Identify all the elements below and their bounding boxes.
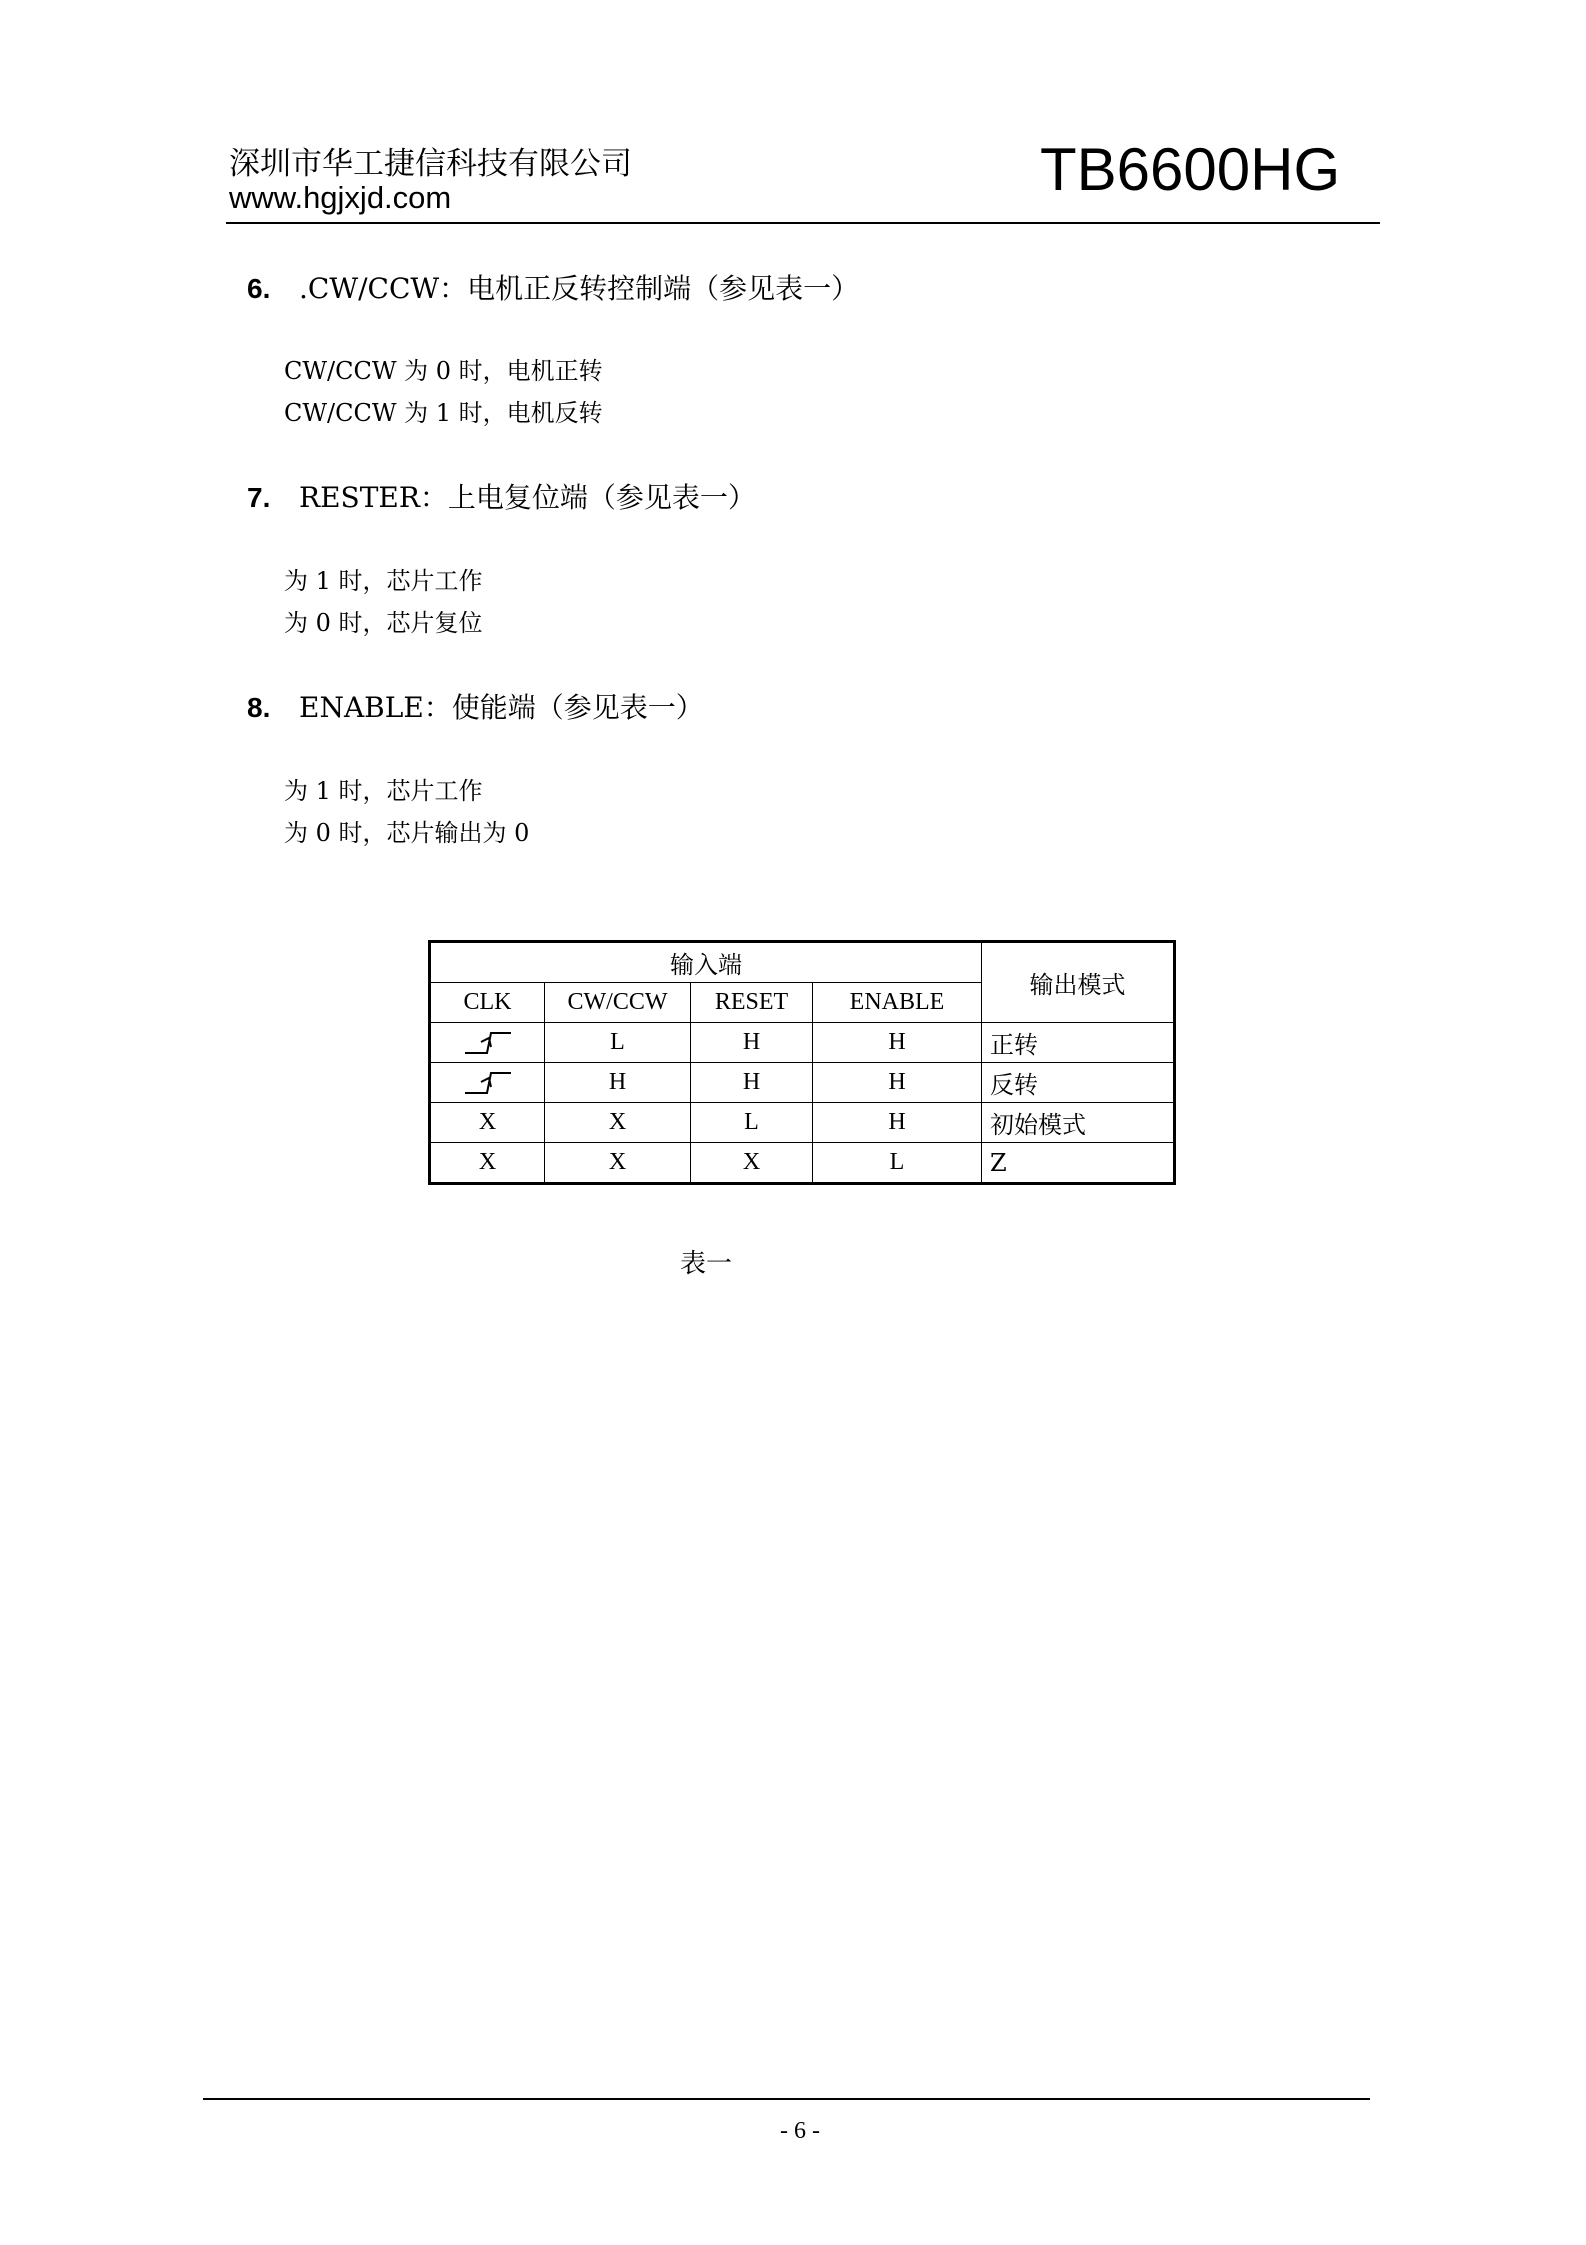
body-line: 为 1 时，芯片工作 xyxy=(284,567,483,595)
cw-ccw-cell: H xyxy=(545,1063,691,1103)
cw-ccw-cell: X xyxy=(545,1143,691,1184)
section-number: 7. xyxy=(247,482,271,513)
clk-cell xyxy=(430,1063,545,1103)
body-line: CW/CCW 为 1 时，电机反转 xyxy=(284,399,603,427)
body-line: 为 0 时，芯片输出为 0 xyxy=(284,819,530,847)
table-row xyxy=(430,1103,1175,1143)
input-group-header: 输入端 xyxy=(430,942,982,983)
reset-cell: L xyxy=(691,1103,813,1143)
table-row xyxy=(430,1063,1175,1103)
output-cell: 正转 xyxy=(982,1023,1175,1063)
enable-cell: H xyxy=(813,1063,982,1103)
column-header-cw-ccw: CW/CCW xyxy=(545,983,691,1023)
clk-cell: X xyxy=(430,1103,545,1143)
clk-cell: X xyxy=(430,1143,545,1184)
table-row xyxy=(430,1023,1175,1063)
column-header-clk: CLK xyxy=(430,983,545,1023)
table-header-row xyxy=(430,942,1175,983)
reset-cell: H xyxy=(691,1023,813,1063)
output-mode-header: 输出模式 xyxy=(982,942,1175,1023)
cw-ccw-cell: L xyxy=(545,1023,691,1063)
body-line: 为 1 时，芯片工作 xyxy=(284,777,483,805)
product-model: TB6600HG xyxy=(1040,136,1341,203)
output-cell: Z xyxy=(982,1143,1175,1184)
footer-divider xyxy=(203,2098,1370,2100)
section-heading-cw-ccw xyxy=(247,272,859,306)
reset-cell: X xyxy=(691,1143,813,1184)
rising-edge-icon xyxy=(463,1069,513,1097)
enable-cell: H xyxy=(813,1103,982,1143)
output-cell: 反转 xyxy=(982,1063,1175,1103)
rising-edge-icon xyxy=(463,1029,513,1057)
section-number: 8. xyxy=(247,692,271,723)
output-cell: 初始模式 xyxy=(982,1103,1175,1143)
section-title: RESTER：上电复位端（参见表一） xyxy=(299,481,756,514)
clk-cell xyxy=(430,1023,545,1063)
section-title: ENABLE：使能端（参见表一） xyxy=(299,691,704,724)
section-title: .CW/CCW：电机正反转控制端（参见表一） xyxy=(299,272,860,305)
enable-cell: L xyxy=(813,1143,982,1184)
truth-table xyxy=(428,940,1176,1185)
column-header-enable: ENABLE xyxy=(813,983,982,1023)
cw-ccw-cell: X xyxy=(545,1103,691,1143)
page-number: - 6 - xyxy=(780,2118,820,2144)
body-line: CW/CCW 为 0 时，电机正转 xyxy=(284,357,603,385)
section-heading-enable xyxy=(247,691,704,725)
reset-cell: H xyxy=(691,1063,813,1103)
header-divider xyxy=(226,222,1380,224)
table-caption: 表一 xyxy=(680,1249,733,1279)
enable-cell: H xyxy=(813,1023,982,1063)
column-header-reset: RESET xyxy=(691,983,813,1023)
body-line: 为 0 时，芯片复位 xyxy=(284,609,483,637)
company-name: 深圳市华工捷信科技有限公司 xyxy=(229,146,632,182)
company-url: www.hgjxjd.com xyxy=(229,180,452,215)
section-number: 6. xyxy=(247,273,271,304)
section-heading-rester xyxy=(247,481,756,515)
table-row xyxy=(430,1143,1175,1184)
